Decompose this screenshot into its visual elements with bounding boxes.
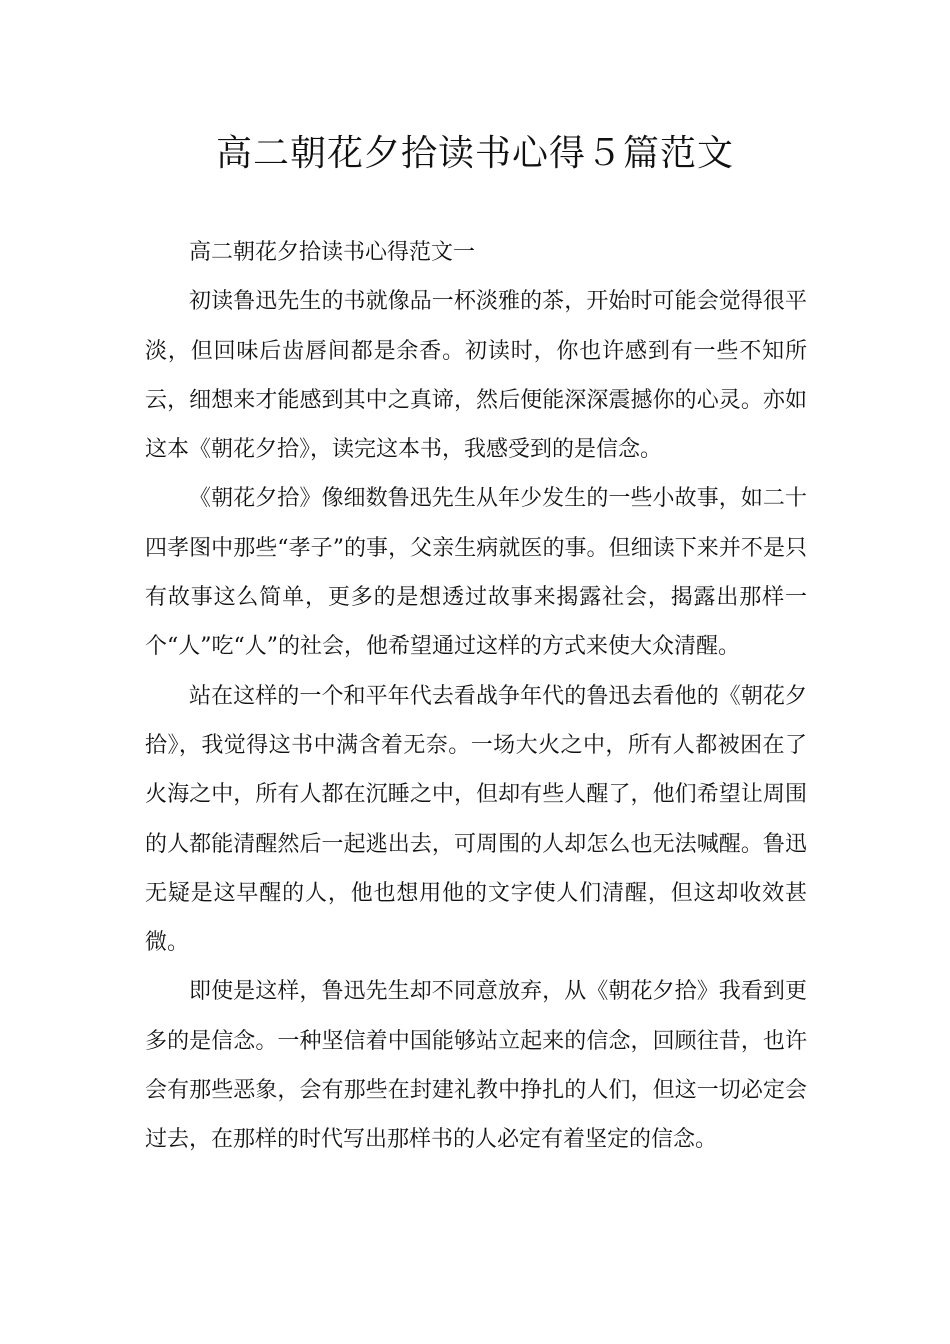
document-title: 高二朝花夕拾读书心得５篇范文 [215,133,734,174]
paragraph: 站在这样的一个和平年代去看战争年代的鲁迅去看他的《朝花夕拾》，我觉得这书中满含着无奈。一场大火之中，所有人都被困在了火海之中，所有人都在沉睡之中，但却有些人醒了，他们希望让周围的人都能清醒然后一起逃出去，可周围的人却怎么也无法喊醒。鲁迅无疑是这早醒的人，他也想用他的文字使人们清醒，但这却收效甚微。 [145,683,807,956]
paragraph: 即使是这样，鲁迅先生却不同意放弃，从《朝花夕拾》我看到更多的是信念。一种坚信着中国能够站立起来的信念，回顾往昔，也许会有那些恶象，会有那些在封建礼教中挣扎的人们，但这一切必定会过去，在那样的时代写出那样书的人必定有着坚定的信念。 [145,979,807,1153]
paragraph: 《朝花夕拾》像细数鲁迅先生从年少发生的一些小故事，如二十四孝图中那些“孝子”的事，父亲生病就医的事。但细读下来并不是只有故事这么简单，更多的是想透过故事来揭露社会，揭露出那样一个“人”吃“人”的社会，他希望通过这样的方式来使大众清醒。 [145,486,807,660]
document-body [145,228,807,1165]
section-heading: 高二朝花夕拾读书心得范文一 [189,240,476,265]
paragraph: 初读鲁迅先生的书就像品一杯淡雅的茶，开始时可能会觉得很平淡，但回味后齿唇间都是余香。初读时，你也许感到有一些不知所云，细想来才能感到其中之真谛，然后便能深深震撼你的心灵。亦如这本《朝花夕拾》，读完这本书，我感受到的是信念。 [145,289,807,463]
